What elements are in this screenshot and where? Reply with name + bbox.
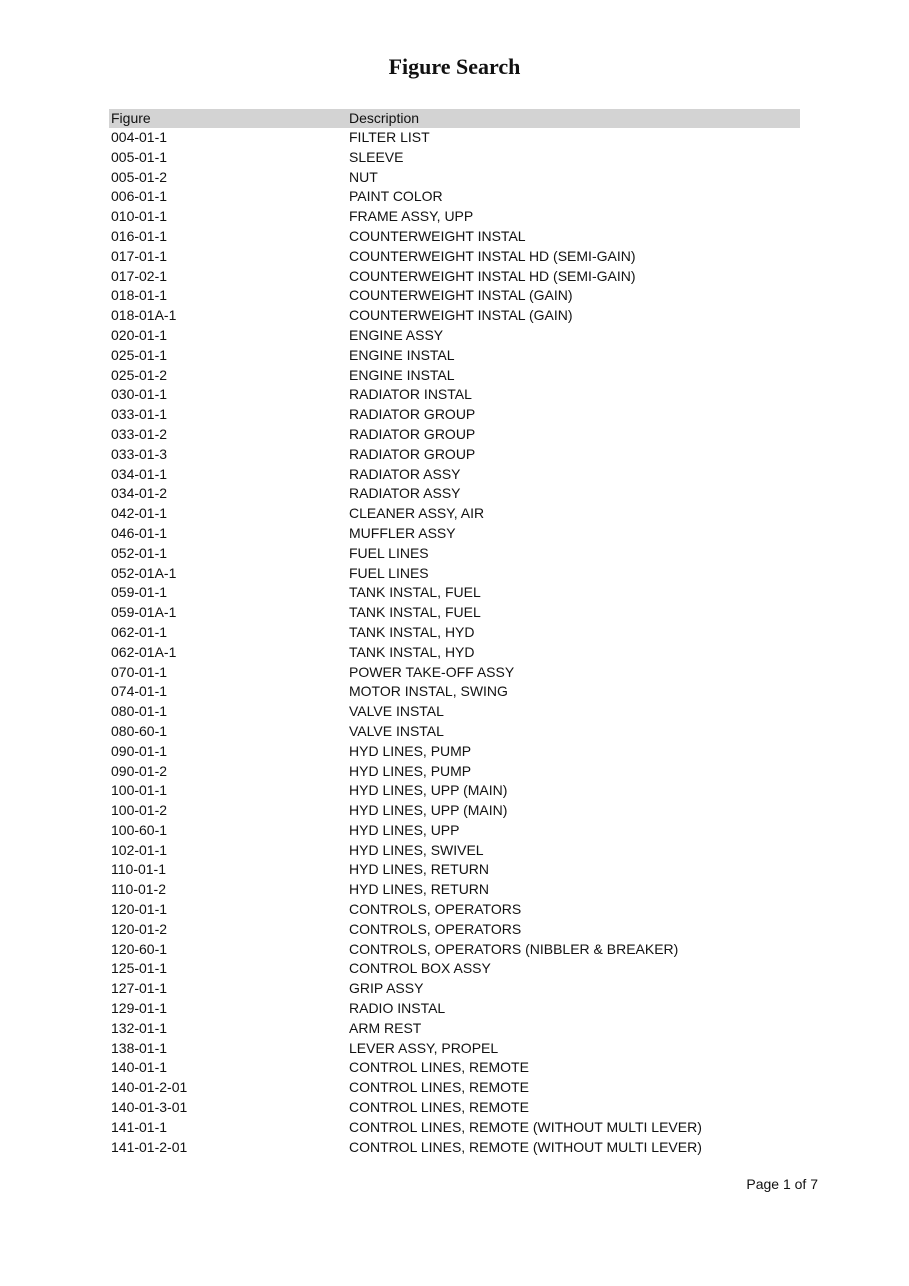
table-row: [109, 900, 800, 920]
table-row: [109, 860, 800, 880]
table-row: [109, 623, 800, 643]
figure-cell: 025-01-1: [111, 346, 168, 363]
description-cell: NUT: [349, 168, 378, 185]
description-cell: CONTROLS, OPERATORS (NIBBLER & BREAKER): [349, 940, 679, 957]
figure-cell: 132-01-1: [111, 1019, 168, 1036]
figure-cell: 034-01-1: [111, 465, 168, 482]
description-cell: COUNTERWEIGHT INSTAL (GAIN): [349, 307, 573, 324]
description-cell: HYD LINES, PUMP: [349, 742, 472, 759]
table-row: [109, 465, 800, 485]
table-row: [109, 722, 800, 742]
figure-cell: 018-01-1: [111, 287, 168, 304]
figure-cell: 005-01-2: [111, 168, 168, 185]
figure-cell: 005-01-1: [111, 148, 168, 165]
figure-cell: 080-01-1: [111, 703, 168, 720]
table-row: [109, 1078, 800, 1098]
description-cell: RADIATOR GROUP: [349, 445, 476, 462]
figure-cell: 125-01-1: [111, 960, 168, 977]
table-row: [109, 326, 800, 346]
figure-cell: 110-01-1: [111, 861, 167, 878]
page-number: Page 1 of 7: [746, 1176, 818, 1192]
description-cell: HYD LINES, UPP (MAIN): [349, 802, 508, 819]
table-row: [109, 1058, 800, 1078]
table-row: [109, 643, 800, 663]
description-cell: CONTROL BOX ASSY: [349, 960, 491, 977]
description-cell: COUNTERWEIGHT INSTAL HD (SEMI-GAIN): [349, 247, 636, 264]
description-cell: ENGINE ASSY: [349, 326, 444, 343]
description-cell: HYD LINES, UPP (MAIN): [349, 782, 508, 799]
table-row: [109, 1138, 800, 1158]
table-row: [109, 1019, 800, 1039]
figure-cell: 080-60-1: [111, 722, 168, 739]
description-cell: FUEL LINES: [349, 564, 429, 581]
description-cell: RADIATOR ASSY: [349, 465, 461, 482]
table-row: [109, 445, 800, 465]
table-row: [109, 841, 800, 861]
figure-cell: 141-01-1: [111, 1118, 168, 1135]
figure-cell: 046-01-1: [111, 524, 168, 541]
description-cell: FILTER LIST: [349, 129, 430, 145]
figure-cell: 100-01-2: [111, 802, 168, 819]
table-row: [109, 959, 800, 979]
table-row: [109, 940, 800, 960]
page-title: Figure Search: [388, 54, 521, 79]
description-cell: ENGINE INSTAL: [349, 346, 455, 363]
figure-cell: 059-01-1: [111, 584, 168, 601]
figure-cell: 017-01-1: [111, 247, 168, 264]
header-figure: Figure: [111, 110, 151, 126]
figure-cell: 062-01A-1: [111, 643, 177, 660]
figure-cell: 140-01-2-01: [111, 1079, 188, 1096]
description-cell: FUEL LINES: [349, 544, 429, 561]
description-cell: PAINT COLOR: [349, 188, 443, 205]
table-row: [109, 346, 800, 366]
figure-cell: 138-01-1: [111, 1039, 168, 1056]
description-cell: TANK INSTAL, FUEL: [349, 584, 481, 601]
figure-cell: 140-01-1: [111, 1059, 168, 1076]
description-cell: COUNTERWEIGHT INSTAL (GAIN): [349, 287, 573, 304]
table-row: [109, 603, 800, 623]
description-cell: COUNTERWEIGHT INSTAL HD (SEMI-GAIN): [349, 267, 636, 284]
figure-cell: 120-01-2: [111, 920, 168, 937]
figure-cell: 020-01-1: [111, 326, 168, 343]
description-cell: FRAME ASSY, UPP: [349, 208, 474, 225]
table-row: [109, 148, 800, 168]
description-cell: GRIP ASSY: [349, 980, 424, 997]
description-cell: ENGINE INSTAL: [349, 366, 455, 383]
description-cell: CONTROL LINES, REMOTE (WITHOUT MULTI LEVER): [349, 1118, 702, 1135]
description-cell: RADIATOR GROUP: [349, 406, 476, 423]
table-row: [109, 227, 800, 247]
table-row: [109, 979, 800, 999]
table-row: [109, 702, 800, 722]
table-row: [109, 187, 800, 207]
description-cell: HYD LINES, SWIVEL: [349, 841, 484, 858]
description-cell: TANK INSTAL, HYD: [349, 623, 475, 640]
table-row: [109, 564, 800, 584]
figure-table-body: [109, 128, 800, 1157]
table-row: [109, 366, 800, 386]
figure-cell: 033-01-1: [111, 406, 168, 423]
figure-cell: 052-01-1: [111, 544, 168, 561]
table-row: [109, 781, 800, 801]
table-row: [109, 762, 800, 782]
figure-cell: 110-01-2: [111, 881, 167, 898]
description-cell: HYD LINES, RETURN: [349, 861, 490, 878]
table-row: [109, 682, 800, 702]
description-cell: MOTOR INSTAL, SWING: [349, 683, 508, 700]
figure-cell: 070-01-1: [111, 663, 168, 680]
table-row: [109, 920, 800, 940]
figure-cell: 120-01-1: [111, 901, 168, 918]
table-row: [109, 999, 800, 1019]
figure-cell: 016-01-1: [111, 227, 168, 244]
figure-cell: 141-01-2-01: [111, 1138, 188, 1155]
table-row: [109, 1118, 800, 1138]
figure-cell: 042-01-1: [111, 505, 168, 522]
figure-cell: 052-01A-1: [111, 564, 177, 581]
figure-cell: 062-01-1: [111, 623, 168, 640]
table-row: [109, 425, 800, 445]
table-row: [109, 207, 800, 227]
table-row: [109, 821, 800, 841]
table-row: [109, 544, 800, 564]
description-cell: CONTROL LINES, REMOTE: [349, 1099, 529, 1116]
description-cell: VALVE INSTAL: [349, 722, 444, 739]
description-cell: HYD LINES, UPP: [349, 821, 460, 838]
table-row: [109, 663, 800, 683]
table-row: [109, 1098, 800, 1118]
description-cell: VALVE INSTAL: [349, 703, 444, 720]
description-cell: RADIATOR ASSY: [349, 485, 461, 502]
figure-cell: 102-01-1: [111, 841, 168, 858]
figure-cell: 033-01-3: [111, 445, 168, 462]
table-row: [109, 504, 800, 524]
figure-cell: 100-01-1: [111, 782, 168, 799]
figure-cell: 120-60-1: [111, 940, 168, 957]
table-row: [109, 267, 800, 287]
description-cell: RADIATOR GROUP: [349, 425, 476, 442]
description-cell: RADIATOR INSTAL: [349, 386, 472, 403]
table-row: [109, 484, 800, 504]
figure-cell: 127-01-1: [111, 980, 168, 997]
table-row: [109, 128, 800, 148]
table-row: [109, 742, 800, 762]
figure-cell: 004-01-1: [111, 129, 168, 145]
table-row: [109, 583, 800, 603]
description-cell: ARM REST: [349, 1019, 422, 1036]
figure-cell: 034-01-2: [111, 485, 168, 502]
figure-cell: 006-01-1: [111, 188, 168, 205]
table-row: [109, 247, 800, 267]
figure-cell: 074-01-1: [111, 683, 168, 700]
description-cell: HYD LINES, PUMP: [349, 762, 472, 779]
figure-cell: 010-01-1: [111, 208, 168, 225]
figure-cell: 090-01-2: [111, 762, 168, 779]
description-cell: HYD LINES, RETURN: [349, 881, 490, 898]
description-cell: TANK INSTAL, FUEL: [349, 604, 481, 621]
header-description: Description: [349, 110, 420, 126]
description-cell: POWER TAKE-OFF ASSY: [349, 663, 515, 680]
table-row: [109, 286, 800, 306]
figure-cell: 090-01-1: [111, 742, 168, 759]
figure-cell: 017-02-1: [111, 267, 168, 284]
table-row: [109, 880, 800, 900]
table-row: [109, 385, 800, 405]
description-cell: CONTROL LINES, REMOTE: [349, 1079, 529, 1096]
figure-cell: 140-01-3-01: [111, 1099, 188, 1116]
description-cell: CONTROLS, OPERATORS: [349, 901, 522, 918]
table-row: [109, 1039, 800, 1059]
description-cell: RADIO INSTAL: [349, 1000, 446, 1017]
description-cell: SLEEVE: [349, 148, 404, 165]
table-header: [109, 109, 800, 128]
description-cell: COUNTERWEIGHT INSTAL: [349, 227, 526, 244]
table-row: [109, 524, 800, 544]
table-row: [109, 306, 800, 326]
table-row: [109, 168, 800, 188]
figure-cell: 100-60-1: [111, 821, 168, 838]
figure-cell: 129-01-1: [111, 1000, 168, 1017]
description-cell: CONTROL LINES, REMOTE: [349, 1059, 529, 1076]
description-cell: TANK INSTAL, HYD: [349, 643, 475, 660]
table-row: [109, 405, 800, 425]
description-cell: CONTROL LINES, REMOTE (WITHOUT MULTI LEVER): [349, 1138, 702, 1155]
figure-cell: 025-01-2: [111, 366, 168, 383]
description-cell: CONTROLS, OPERATORS: [349, 920, 522, 937]
figure-cell: 033-01-2: [111, 425, 168, 442]
table-row: [109, 801, 800, 821]
figure-cell: 030-01-1: [111, 386, 168, 403]
description-cell: LEVER ASSY, PROPEL: [349, 1039, 499, 1056]
figure-cell: 059-01A-1: [111, 604, 177, 621]
figure-cell: 018-01A-1: [111, 307, 177, 324]
description-cell: CLEANER ASSY, AIR: [349, 505, 485, 522]
description-cell: MUFFLER ASSY: [349, 524, 456, 541]
